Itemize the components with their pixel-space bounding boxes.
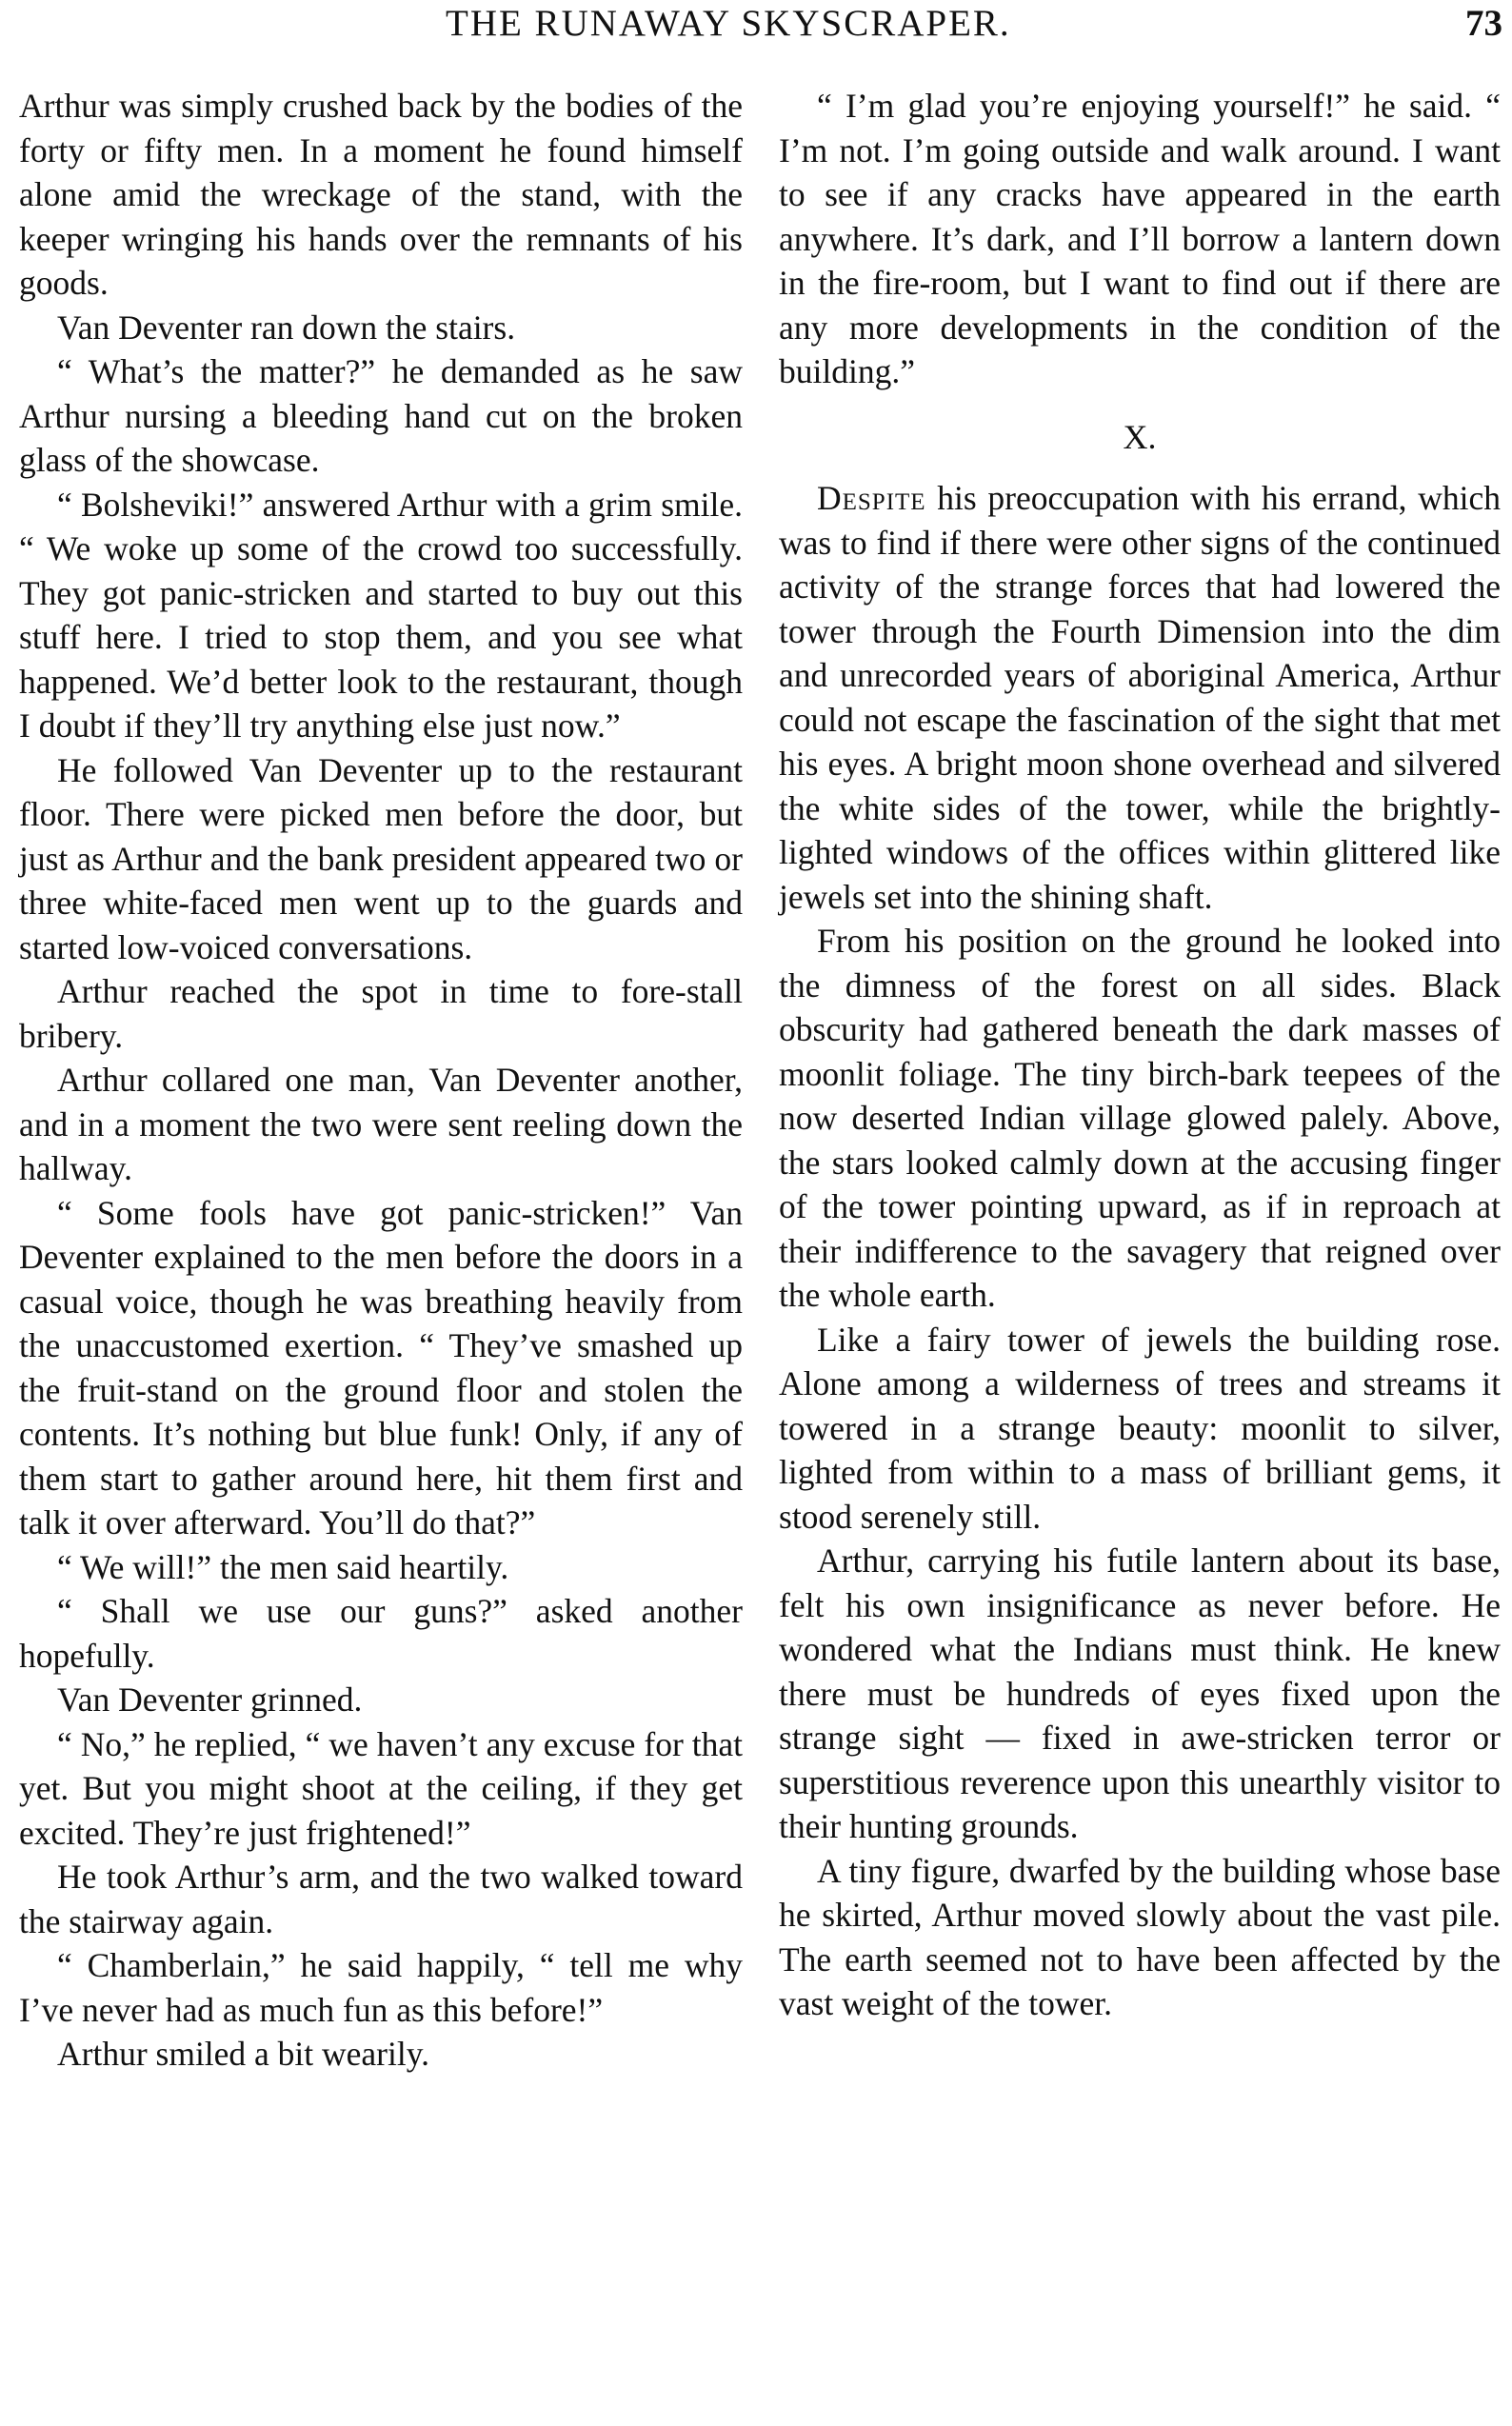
section-opening-paragraph xyxy=(779,476,1501,919)
paragraph: Arthur, carrying his futile lantern about its base, felt his own insignificance as never before. He wondered what the Indians must think. He knew there must be hundreds of eyes fixed upon the strange sight — fixed in awe-stricken terror or superstitious reverence upon this unearthly visitor to their hunting grounds. xyxy=(779,1541,1501,1845)
paragraph: Arthur reached the spot in time to fore-stall bribery. xyxy=(19,972,743,1055)
opening-word: Despite xyxy=(817,479,926,517)
right-column xyxy=(779,84,1501,2026)
paragraph: “ Some fools have got panic-stricken!” Van Deventer explained to the men before the doors in a casual voice, though he was breathing heavily from the unaccustomed exertion. “ They’ve smashed up the fruit-stand on the ground floor and stolen the contents. It’s nothing but blue funk! Only, if any of them start to gather around here, hit them first and talk it over afterward. You’ll do that?” xyxy=(19,1193,743,1541)
paragraph: “ I’m glad you’re enjoying yourself!” he said. “ I’m not. I’m going outside and walk around. I want to see if any cracks have appeared in the earth anywhere. It’s dark, and I’ll borrow a lantern down in the fire-room, but I want to find out if there are any more developments in the condition of the building.” xyxy=(779,87,1501,390)
paragraph: Arthur collared one man, Van Deventer another, and in a moment the two were sent reeling down the hallway. xyxy=(19,1061,743,1187)
paragraph: Arthur smiled a bit wearily. xyxy=(57,2035,430,2073)
section-heading: X. xyxy=(1123,417,1157,456)
left-column xyxy=(19,84,743,2077)
paragraph: From his position on the ground he looked into the dimness of the forest on all sides. Black obscurity had gathered beneath the dark masses of moonlit foliage. The tiny birch-bark teepees of the now deserted Indian village glowed palely. Above, the stars looked calmly down at the accusing finger of the tower pointing upward, as if in reproach at their indifference to the savagery that reigned over the whole earth. xyxy=(779,922,1501,1314)
paragraph: “ What’s the matter?” he demanded as he saw Arthur nursing a bleeding hand cut on the broken glass of the showcase. xyxy=(19,352,743,479)
paragraph: He took Arthur’s arm, and the two walked toward the stairway again. xyxy=(19,1858,743,1940)
paragraph: He followed Van Deventer up to the restaurant floor. There were picked men before the door, but just as Arthur and the bank president appeared two or three white-faced men went up to the guards and started low-voiced conversations. xyxy=(19,750,743,966)
paragraph: “ We will!” the men said heartily. xyxy=(57,1547,509,1586)
paragraph: Van Deventer grinned. xyxy=(57,1680,363,1719)
page-number: 73 xyxy=(1465,3,1502,44)
paragraph: Van Deventer ran down the stairs. xyxy=(57,308,516,347)
paragraph: Like a fairy tower of jewels the building rose. Alone among a wilderness of trees and streams it towered in a strange beauty: moonlit to silver, lighted from within to a mass of brilliant gems, it stood serenely still. xyxy=(779,1320,1501,1536)
paragraph: “ Chamberlain,” he said happily, “ tell me why I’ve never had as much fun as this before!” xyxy=(19,1946,743,2029)
paragraph: A tiny figure, dwarfed by the building whose base he skirted, Arthur moved slowly about the vast pile. The earth seemed not to have been affected by the vast weight of the tower. xyxy=(779,1851,1501,2022)
paragraph: “ Bolsheviki!” answered Arthur with a grim smile. “ We woke up some of the crowd too successfully. They got panic-stricken and started to buy out this stuff here. I tried to stop them, and you see what happened. We’d better look to the restaurant, though I doubt if they’ll try anything else just now.” xyxy=(19,485,743,745)
paragraph: “ Shall we use our guns?” asked another hopefully. xyxy=(19,1592,743,1675)
paragraph: Arthur was simply crushed back by the bodies of the forty or fifty men. In a moment he found himself alone amid the wreckage of the stand, with the keeper wringing his hands over the remnants of his goods. xyxy=(19,87,743,302)
opening-paragraph-text: his preoccupation with his errand, which was to find if there were other signs of the continued activity of the strange forces that had lowered the tower through the Fourth Dimension into the dim and unrecorded years of aboriginal America, Arthur could not escape the fascination of the sight that met his eyes. A bright moon shone overhead and silvered the white sides of the tower, while the brightly-lighted windows of the offices within glittered like jewels set into the shining shaft. xyxy=(779,479,1501,916)
running-head: THE RUNAWAY SKYSCRAPER. xyxy=(446,3,1011,44)
paragraph: “ No,” he replied, “ we haven’t any excuse for that yet. But you might shoot at the ceiling, if they get excited. They’re just frightened!” xyxy=(19,1724,743,1852)
page-header xyxy=(0,2,1512,50)
